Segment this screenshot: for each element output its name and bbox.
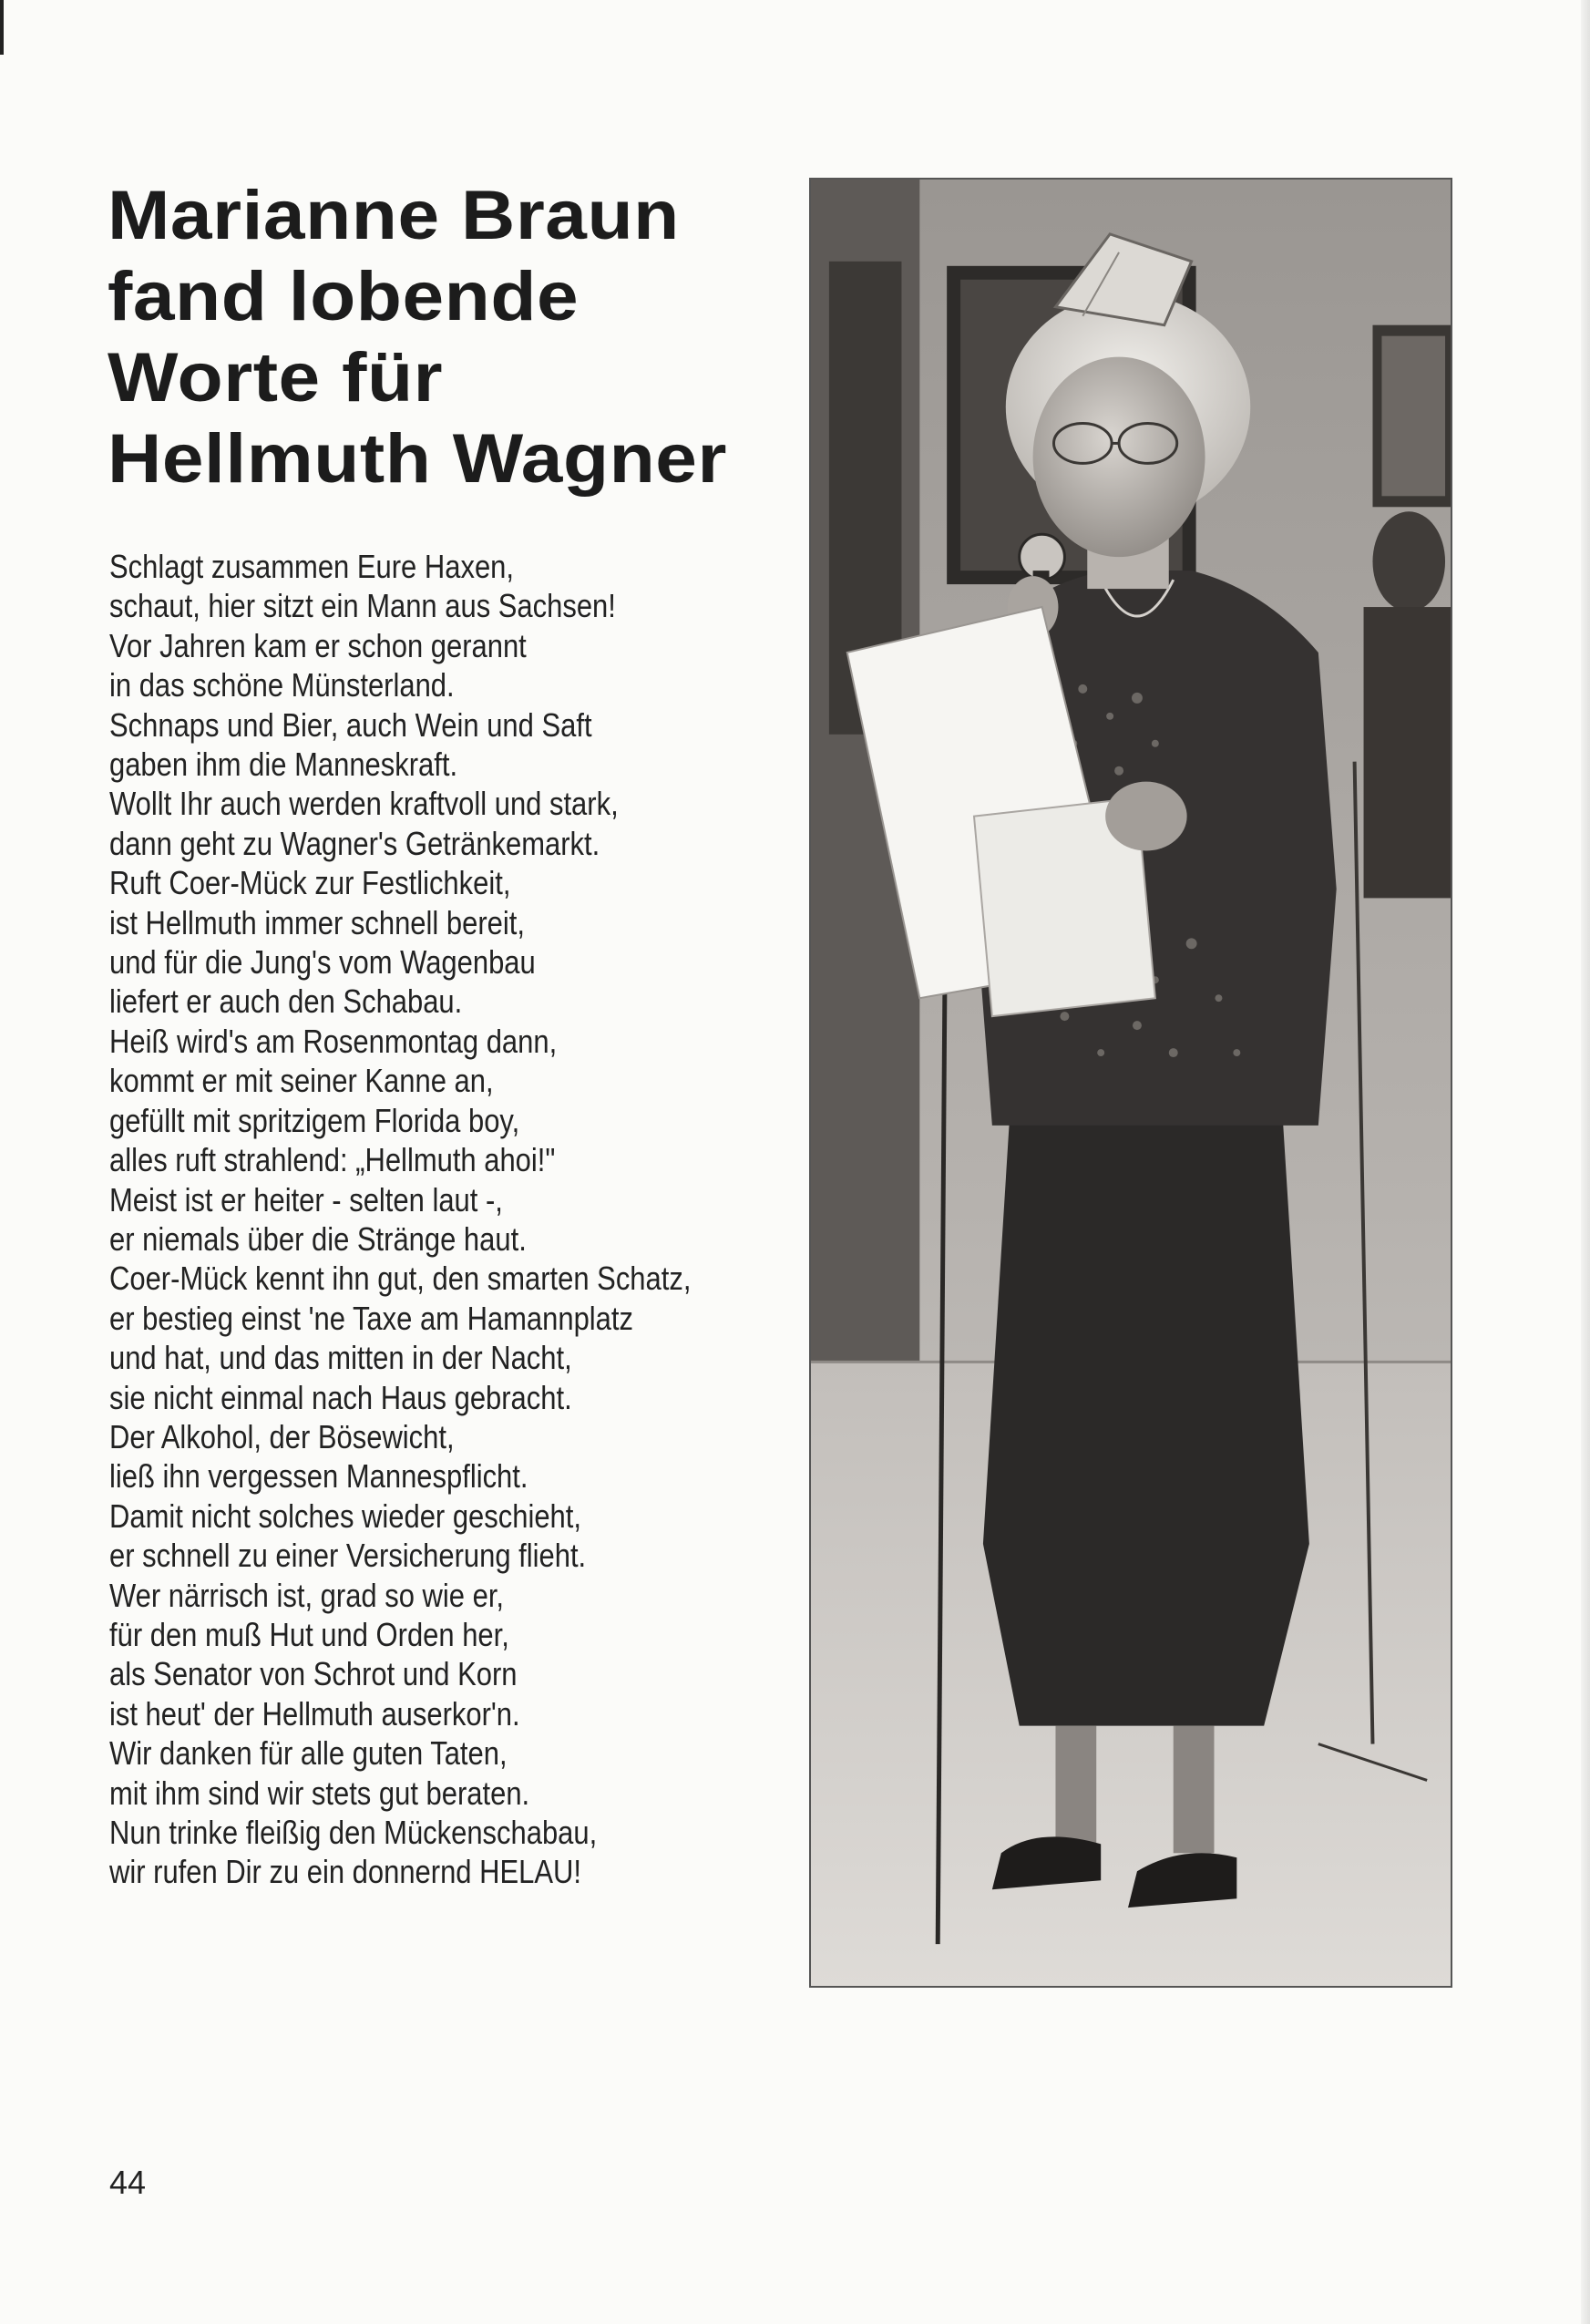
poem-line: liefert er auch den Schabau. (109, 982, 463, 1021)
poem-line: gefüllt mit spritzigem Florida boy, (109, 1101, 520, 1139)
page-number: 44 (109, 2164, 147, 2201)
poem-line: Wer närrisch ist, grad so wie er, (109, 1576, 505, 1614)
poem-line: Ruft Coer-Mück zur Festlichkeit, (109, 864, 511, 902)
poem-line: als Senator von Schrot und Korn (109, 1655, 518, 1693)
poem-line: wir rufen Dir zu ein donnernd HELAU! (109, 1853, 581, 1891)
headline-line: Worte für (108, 339, 444, 416)
poem-line: dann geht zu Wagner's Getränkemarkt. (109, 824, 600, 862)
poem-line: Vor Jahren kam er schon gerannt (109, 626, 527, 664)
poem-line: Nun trinke fleißig den Mückenschabau, (109, 1814, 598, 1851)
headline-line: fand lobende (108, 258, 580, 335)
poem-line: mit ihm sind wir stets gut beraten. (109, 1774, 530, 1812)
poem-line: ließ ihn vergessen Mannespflicht. (109, 1457, 528, 1496)
poem-line: kommt er mit seiner Kanne an, (109, 1062, 494, 1100)
poem-line: Damit nicht solches wieder geschieht, (109, 1496, 581, 1535)
poem-line: er schnell zu einer Versicherung flieht. (109, 1537, 587, 1575)
poem-line: ist Hellmuth immer schnell bereit, (109, 903, 525, 941)
poem-line: und für die Jung's vom Wagenbau (109, 943, 536, 982)
scan-edge-mark (0, 0, 4, 55)
poem-line: ist heut' der Hellmuth auserkor'n. (109, 1694, 520, 1733)
poem-line: Schlagt zusammen Eure Haxen, (109, 548, 514, 585)
poem-line: Meist ist er heiter - selten laut -, (109, 1180, 503, 1219)
headline-line: Marianne Braun (108, 177, 680, 254)
poem-line: Wir danken für alle guten Taten, (109, 1734, 508, 1773)
poem-line: sie nicht einmal nach Haus gebracht. (109, 1378, 572, 1416)
headline-line: Hellmuth Wagner (108, 420, 727, 498)
poem-line: schaut, hier sitzt ein Mann aus Sachsen! (109, 587, 616, 625)
poem-line: Der Alkohol, der Bösewicht, (109, 1417, 455, 1455)
woman-speaking-photo (809, 178, 1452, 1988)
poem-line: für den muß Hut und Orden her, (109, 1615, 509, 1653)
poem-text (109, 547, 692, 1892)
poem-line: gaben ihm die Manneskraft. (109, 746, 458, 784)
poem-line: alles ruft strahlend: „Hellmuth ahoi!" (109, 1141, 556, 1179)
poem-line: Wollt Ihr auch werden kraftvoll und stark, (109, 785, 619, 823)
poem-line: in das schöne Münsterland. (109, 666, 455, 704)
photo-illustration (811, 180, 1451, 1986)
article-headline (108, 175, 816, 499)
poem-line: Coer-Mück kennt ihn gut, den smarten Schatz, (109, 1260, 692, 1298)
poem-line: und hat, und das mitten in der Nacht, (109, 1339, 572, 1377)
poem-line: er bestieg einst 'ne Taxe am Hamannplatz (109, 1299, 633, 1337)
poem-line: er niemals über die Stränge haut. (109, 1219, 527, 1258)
page-right-edge (1581, 0, 1590, 2324)
poem-line: Heiß wird's am Rosenmontag dann, (109, 1022, 558, 1060)
poem-line: Schnaps und Bier, auch Wein und Saft (109, 705, 592, 744)
